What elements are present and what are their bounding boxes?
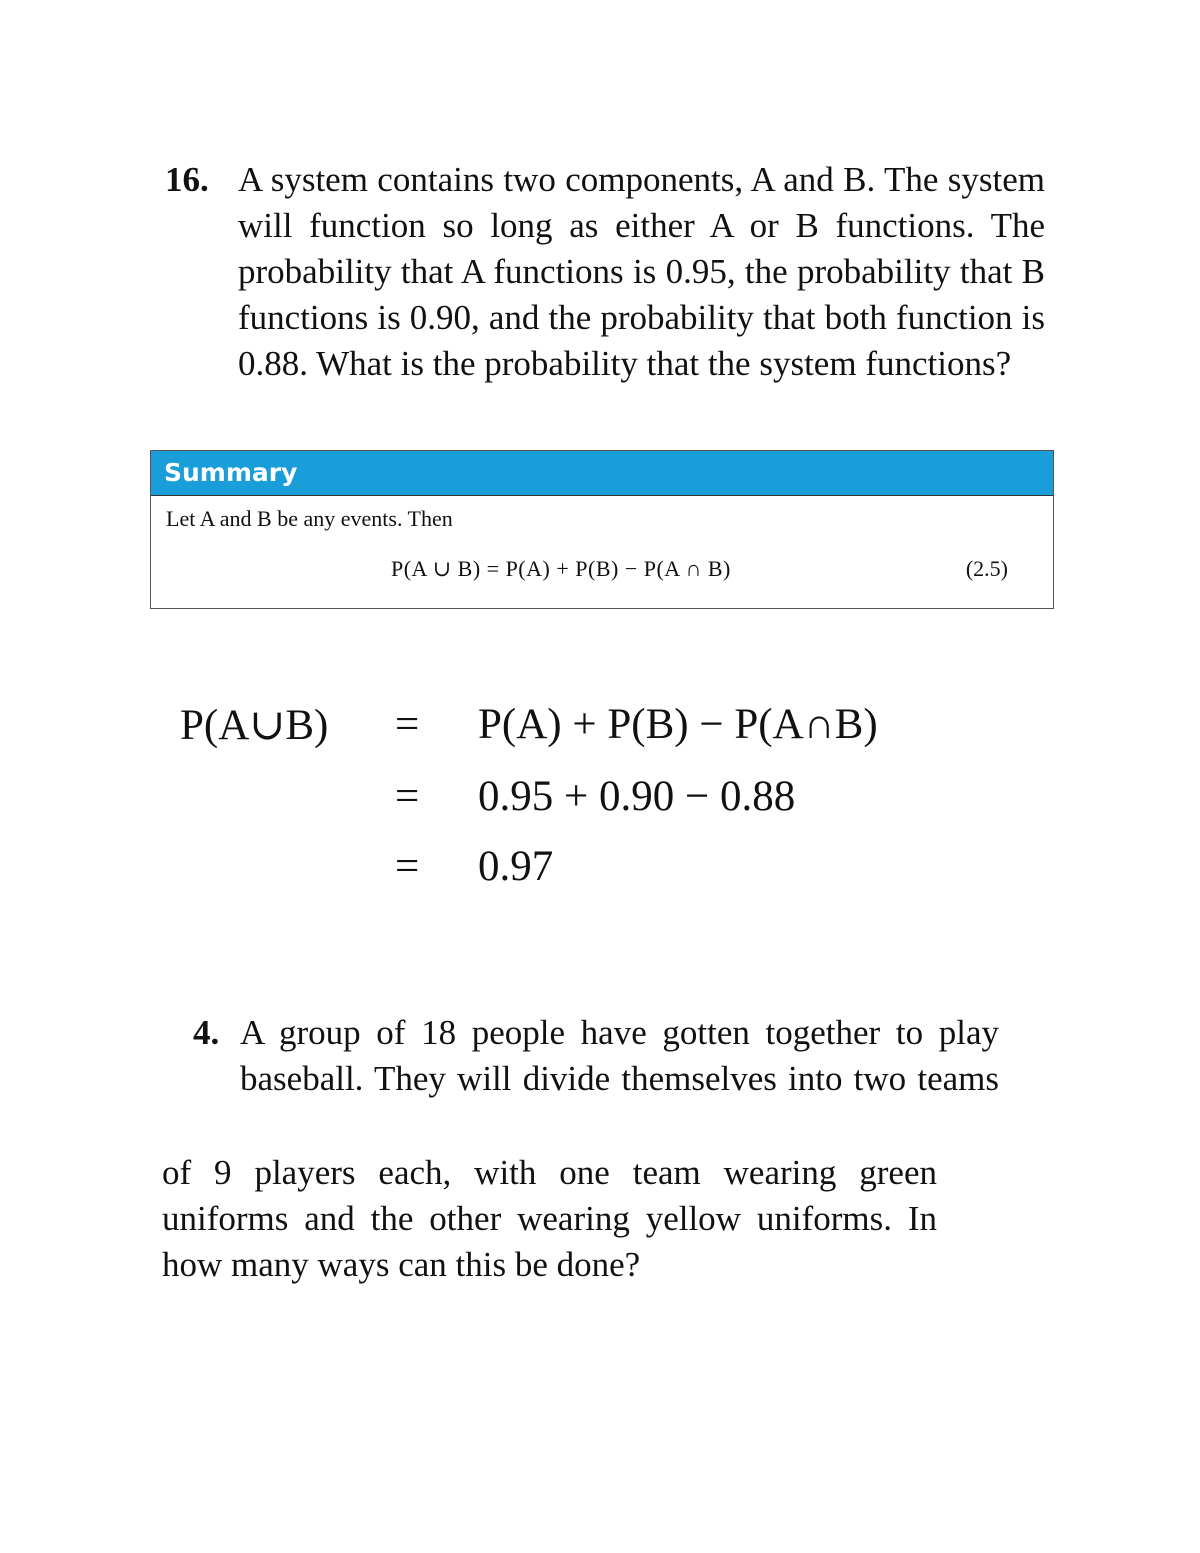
derivation-lhs: P(A∪B): [180, 702, 329, 749]
equation-number: (2.5): [965, 556, 1008, 581]
derivation-equals: =: [395, 773, 420, 820]
problem-4-continuation: of 9 players each, with one team wearing green uniforms and the other wearing yellow uniforms. In how many ways can this be done?: [162, 1153, 937, 1284]
summary-box: [150, 450, 1054, 609]
problem-text: A group of 18 people have gotten together to play baseball. They will divide themselves into two teams: [240, 1013, 999, 1098]
problem-4: [193, 1010, 999, 1102]
summary-title: Summary: [164, 458, 298, 487]
derivation-rhs: 0.97: [478, 843, 554, 890]
problem-number: 16.: [165, 160, 209, 199]
derivation-equals: =: [395, 701, 420, 748]
summary-intro: Let A and B be any events. Then: [166, 506, 453, 531]
problem-number: 4.: [193, 1013, 220, 1052]
summary-header: [151, 451, 1053, 496]
problem-text: A system contains two components, A and B. The system will function so long as either A or B functions. The probability that A functions is 0.95, the probability that B functions is 0.90, and the probability that both function is 0.88. What is the probability that the system functions?: [238, 160, 1045, 383]
summary-formula: P(A ∪ B) = P(A) + P(B) − P(A ∩ B): [391, 556, 731, 581]
problem-16: [165, 157, 1045, 387]
derivation-rhs: P(A) + P(B) − P(A∩B): [478, 701, 878, 748]
derivation-equals: =: [395, 843, 420, 890]
derivation-rhs: 0.95 + 0.90 − 0.88: [478, 773, 796, 820]
